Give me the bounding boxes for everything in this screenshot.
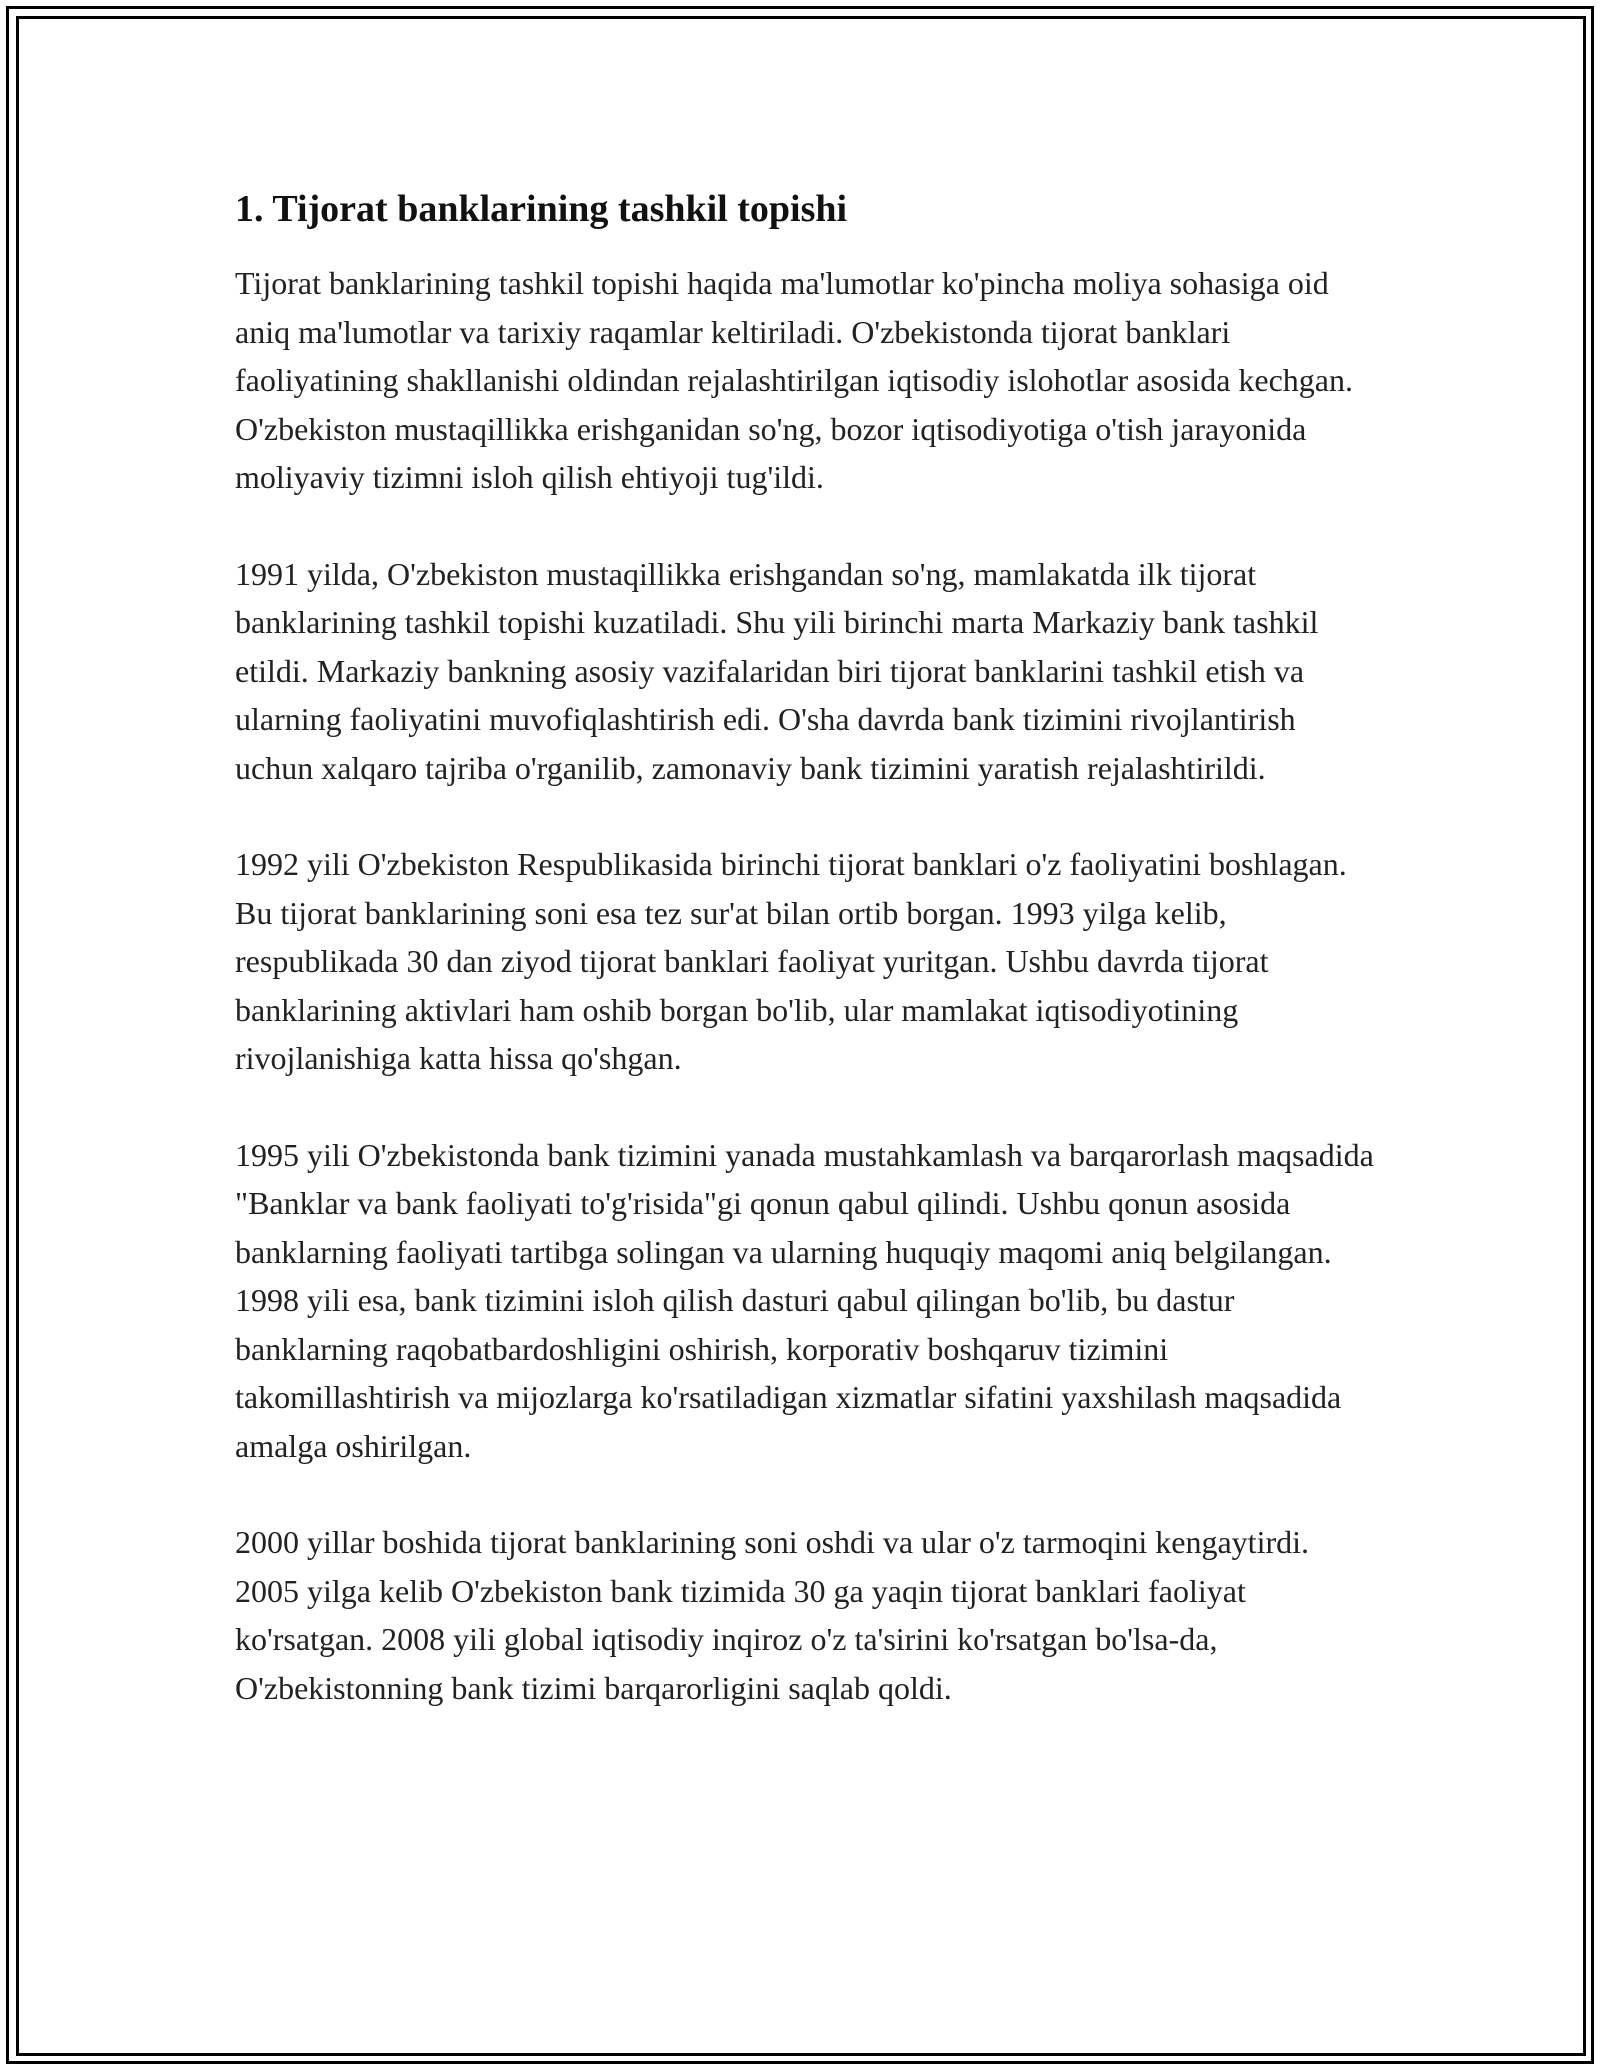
paragraph-1: Tijorat banklarining tashkil topishi haqida ma'lumotlar ko'pincha moliya sohasiga oid aniq ma'lumotlar va tarixiy raqamlar keltiriladi. O'zbekistonda tijorat banklari faoliyatining shakllanishi oldindan rejalashtirilgan iqtisodiy islohotlar asosida kechgan. O'zbekiston mustaqillikka erishganidan so'ng, bozor iqtisodiyotiga o'tish jarayonida moliyaviy tizimni isloh qilish ehtiyoji tug'ildi. [235, 265, 1353, 495]
paragraph-3: 1992 yili O'zbekiston Respublikasida birinchi tijorat banklari o'z faoliyatini boshlagan. Bu tijorat banklarining soni esa tez sur'at bilan ortib borgan. 1993 yilga kelib, respublikada 30 dan ziyod tijorat banklari faoliyat yuritgan. Ushbu davrda tijorat banklarining aktivlari ham oshib borgan bo'lib, ular mamlakat iqtisodiyotining rivojlanishiga katta hissa qo'shgan. [235, 846, 1347, 1076]
paragraph-4: 1995 yili O'zbekistonda bank tizimini yanada mustahkamlash va barqarorlash maqsadida "Banklar va bank faoliyati to'g'risida"gi qonun qabul qilindi. Ushbu qonun asosida banklarning faoliyati tartibga solingan va ularning huquqiy maqomi aniq belgilangan. 1998 yili esa, bank tizimini isloh qilish dasturi qabul qilingan bo'lib, bu dastur banklarning raqobatbardoshligini oshirish, korporativ boshqaruv tizimini takomillashtirish va mijozlarga ko'rsatiladigan xizmatlar sifatini yaxshilash maqsadida amalga oshirilgan. [235, 1136, 1374, 1464]
document-body [235, 185, 1375, 1712]
paragraph-5: 2000 yillar boshida tijorat banklarining soni oshdi va ular o'z tarmoqini kengaytirdi. 2005 yilga kelib O'zbekiston bank tizimida 30 ga yaqin tijorat banklari faoliyat ko'rsatgan. 2008 yili global iqtisodiy inqiroz o'z ta'sirini ko'rsatgan bo'lsa-da, O'zbekistonning bank tizimi barqarorligini saqlab qoldi. [235, 1524, 1309, 1706]
paragraph-2: 1991 yilda, O'zbekiston mustaqillikka erishgandan so'ng, mamlakatda ilk tijorat banklarining tashkil topishi kuzatiladi. Shu yili birinchi marta Markaziy bank tashkil etildi. Markaziy bankning asosiy vazifalaridan biri tijorat banklarini tashkil etish va ularning faoliyatini muvofiqlashtirish edi. O'sha davrda bank tizimini rivojlantirish uchun xalqaro tajriba o'rganilib, zamonaviy bank tizimini yaratish rejalashtirildi. [235, 555, 1319, 786]
page-title: 1. Tijorat banklarining tashkil topishi [235, 188, 848, 230]
